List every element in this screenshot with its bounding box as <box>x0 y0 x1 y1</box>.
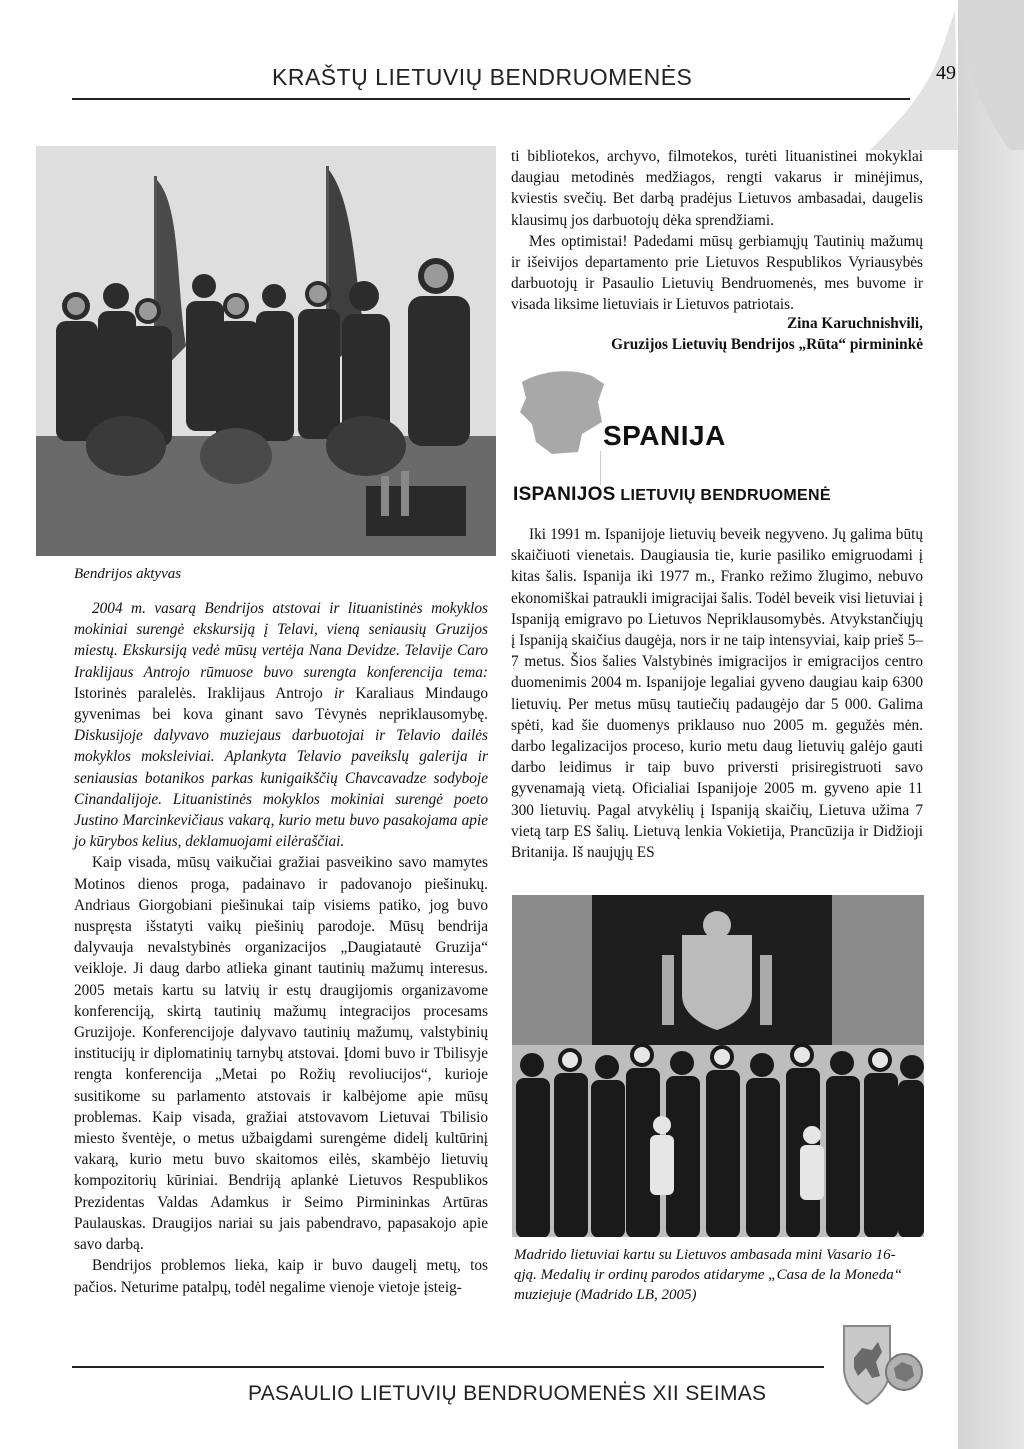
right-article-column-middle <box>511 524 923 863</box>
page-number: 49 <box>936 62 956 84</box>
decorative-side-band <box>958 0 1024 1449</box>
text-italic: 2004 m. vasarą Bendrijos atstovai ir lituanistinės mokyklos mokiniai surengė ekskursiją į Telavi, vieną seniausių Gruzijos miestų. Ekskursiją vedė mūsų vertėja Nana Devidze. Telavije Caro Iraklijaus Antrojo rūmuose buvo surengta konferencija tema: <box>74 600 488 681</box>
paragraph: Iki 1991 m. Ispanijoje lietuvių beveik negyveno. Jų galima būtų skaičiuoti vienetais. Daugiausia tie, kurie pasiliko emigruodami į kitas šalis. Ispanija iki 1977 m., Franko režimo žlugimo, nebuvo ekonomiškai patraukli imigracijai šalis. Todėl beveik visi lietuviai į Ispaniją emigravo po Lietuvos Nepriklausomybės. Atvykstančiųjų į Ispaniją skaičius daugėja, nors ir ne taip intensyviai, kaip prieš 5–7 metus. Šios šalies Valstybinės imigracijos ir emigracijos centro duomenimis 2004 m. Ispanijoje legaliai gyveno daugiau kaip 6300 lietuvių. Per metus mūsų tautiečių padaugėjo dar 5 000. Galima spėti, kad šie duomenys priklauso nuo 2005 m. gegužės mėn. darbo legalizacijos proceso, kurio metu daug lietuvių galėjo gauti darbo leidimus ir taip buvo priversti prisiregistruoti savo gyvenamają vietą. Oficialiai Ispanijoje 2005 m. gyveno apie 11 300 lietuvių. Pagal atvykėlių į Ispaniją skaičių, Lietuva užima 7 vietą tarp ES šalių. Lietuvą lenkia Vokietija, Prancūzija ir Didžioji Britanija. Iš naujųjų ES <box>511 526 923 862</box>
text-roman: Karaliaus Mindaugo gyvenimas bei kova ginant savo Tėvynės nepriklausomybę. <box>74 684 488 724</box>
running-footer: PASAULIO LIETUVIŲ BENDRUOMENĖS XII SEIMAS <box>248 1382 767 1405</box>
subtitle-part: ISPANIJOS <box>513 484 616 505</box>
photo-caption: Madrido lietuviai kartu su Lietuvos ambasada mini Vasario 16-ąją. Medalių ir ordinų parodos atidaryme „Casa de la Moneda“ muziejuje (Madrido LB, 2005) <box>514 1247 903 1303</box>
left-article-column <box>74 598 488 1298</box>
running-header-title: KRAŠTŲ LIETUVIŲ BENDRUOMENĖS <box>272 64 693 90</box>
signature-role: Gruzijos Lietuvių Bendrijos „Rūta“ pirmininkė <box>611 336 923 354</box>
header-rule <box>72 98 910 100</box>
section-title-text: SPANIJA <box>603 420 726 451</box>
author-signature <box>511 313 923 355</box>
section-subtitle <box>513 484 831 506</box>
paragraph: Bendrijos problemos lieka, kaip ir buvo daugelį metų, tos pačios. Neturime patalpų, todėl negalime vienoje vietoje įsteig- <box>74 1257 488 1296</box>
subtitle-part: LIETUVIŲ BENDRUOMENĖ <box>615 487 831 504</box>
signature-name: Zina Karuchnishvili, <box>786 315 923 332</box>
text-italic: ir <box>333 684 345 702</box>
paragraph: Mes optimistai! Padedami mūsų gerbiamųjų Tautinių mažumų ir išeivijos departamento prie Lietuvos Respublikos Vyriausybės darbuotojų ir Pasaulio Lietuvių Bendruomenės, mes buvome ir visada liksime lietuviais ir Lietuvos patriotais. <box>511 232 923 314</box>
paragraph <box>74 598 488 852</box>
footer-rule <box>72 1366 824 1368</box>
vytis-emblem-icon <box>832 1318 924 1410</box>
paragraph: ti bibliotekos, archyvo, filmotekos, turėti lituanistinei mokyklai daugiau metodinės medžiagos, rengti vakarus ir minėjimus, kviestis svečių. Bet darbą pradėjus Lietuvos ambasadai, daugelis klausimų jos darbuotojų dėka sprendžiami. <box>511 148 923 229</box>
photo-caption: Bendrijos aktyvas <box>74 566 182 582</box>
section-title <box>584 420 726 485</box>
text-roman: Istorinės paralelės. Iraklijaus Antrojo <box>74 684 334 702</box>
madrid-group-photo <box>512 895 924 1237</box>
text-italic: Diskusijoje dalyvavo muziejaus darbuotojai ir Telavio dailės mokyklos moksleiviai. Aplankyta Telavio paveikslų galerija ir seniausias botanikos parkas kunigaikščių Chavcavadze sodyboje Cinandalijoje. Lituanistinės mokyklos mokiniai surengė poeto Justino Marcinkevičiaus vakarą, kurio metu buvo pasakojama apie jo kūrybos kelius, deklamuojami eilėraščiai. <box>74 727 488 851</box>
community-group-photo <box>36 146 496 556</box>
right-article-column-top <box>511 146 923 316</box>
paragraph: Kaip visada, mūsų vaikučiai gražiai pasveikino savo mamytes Motinos dienos proga, padainavo ir padovanojo piešinukų. Andriaus Giorgobiani piešinukai taip visiems patiko, jog buvo nuspręsta išstatyti vaikų piešinių parodoje. Mūsų bendrija dalyvauja nevalstybinės organizacijos „Daugiatautė Gruzija“ veikloje. Ji daug darbo atlieka ginant tautinių mažumų interesus. 2005 metais kartu su latvių ir estų draugijomis organizavome konferenciją, skirtą tautinių mažumų integracijos procesams Gruzijoje. Konferencijoje dalyvavo tautinių mažumų, valstybinių institucijų ir diplomatinių tarnybų atstovai. Įdomi buvo ir Tbilisyje rengta konferencija „Metai po Rožių revoliucijos“, kurioje susitikome su parlamento atstovais ir kalbėjome apie mūsų problemas. Kaip visada, gražiai atstovavom Lietuvai Tbilisio miesto šventėje, o metus užbaigdami surengėme didelį kultūrinį vakarą, kurio metu buvo skaitomos eilės, skambėjo lietuvių kompozitorių kūriniai. Bendriją aplankė Lietuvos Respublikos Prezidentas Valdas Adamkus ir Seimo Pirmininkas Artūras Paulauskas. Draugijos nariai su jais pabendravo, papasakojo apie savo darbą. <box>74 854 488 1254</box>
section-initial <box>584 451 601 485</box>
